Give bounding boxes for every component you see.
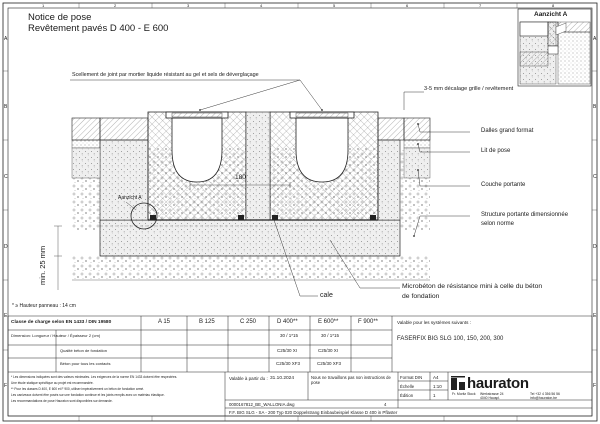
row-mark-b: B — [4, 104, 8, 110]
dim-d400: 30 / 1*15 — [280, 333, 299, 338]
row-mark-d: D — [4, 244, 8, 250]
row-mark-b-right: B — [593, 104, 597, 110]
row-mark-e-right: E — [593, 313, 597, 319]
note-1: * Les dimensions indiquées sont des valeurs minimales. Les exigences de la norme EN 1433 doivent être respectées. — [11, 375, 178, 379]
row-contact-label: Béton pour tous les contacts — [60, 361, 111, 366]
row-foundation-label: Qualité béton de fondation — [60, 348, 107, 353]
valid-from-label: Valable à partir du : — [229, 376, 268, 381]
label-sub-base-2: selon norme — [481, 221, 515, 227]
row-mark-c-right: C — [593, 174, 597, 180]
note-3: ** Pour les classes D 400, E 600 et F 900, utiliser impérativement un béton de fondation armé. — [11, 387, 145, 391]
label-view-a: Aanzicht A — [118, 195, 142, 201]
col-mark-3: 3 — [187, 3, 190, 8]
label-base: Couche portante — [481, 182, 526, 188]
col-mark-8: 8 — [552, 3, 555, 8]
row-mark-c: C — [4, 174, 8, 180]
row-mark-f: F — [4, 383, 8, 389]
col-mark-5: 5 — [333, 3, 336, 8]
note-2: Une étude statique spécifique au projet est recommandée. — [11, 381, 94, 385]
footnote: * ≥ Hauteur panneau : 14 cm — [12, 303, 76, 309]
foundation-concrete — [100, 220, 400, 256]
footer-description: F.F. BIG SLG - SA - 200 Typ 020 Doppelstrang Einbaubeispiel Klasse D 400 in Pflaster — [229, 410, 398, 415]
label-wedge: cale — [320, 292, 333, 299]
row-mark-e: E — [4, 313, 8, 319]
label-bedding: Lit de pose — [481, 148, 511, 154]
label-concrete-1: Microbéton de résistance mini à celle du béton — [402, 283, 543, 290]
brand-city: 4040 Hauspl. — [480, 396, 500, 400]
disclaimer: Nous ne travaillons pas non instructions de pose — [311, 375, 391, 385]
valid-systems: FASERFIX BIG SLG 100, 150, 200, 300 — [397, 336, 504, 342]
load-class-c250: C 250 — [240, 319, 257, 325]
row-mark-f-right: F — [593, 383, 597, 389]
label-slabs: Dalles grand format — [481, 128, 534, 134]
note-5: Les recommandations de pose Hauraton sont disponibles sur demande. — [11, 399, 113, 403]
load-class-a15: A 15 — [158, 319, 171, 325]
valid-systems-label: Valable pour les systèmes suivants : — [397, 320, 471, 325]
label-sub-base-1: Structure portante dimensionnée — [481, 212, 569, 218]
brand-name: hauraton — [467, 375, 529, 392]
detail-view-title: Aanzicht A — [534, 11, 568, 18]
row-mark-a: A — [4, 36, 8, 42]
valid-from-date: 31.10.2024 — [270, 376, 295, 381]
load-class-row-label: Classe de charge selon EN 1433 / DIN 19580 — [11, 320, 112, 325]
col-mark-1: 1 — [42, 3, 45, 8]
contact-e600: C25/30 XF3 — [317, 361, 342, 366]
hauraton-logo-icon — [451, 376, 465, 390]
load-class-d400: D 400** — [277, 319, 298, 325]
row-dimension-label: Dimension: Longueur / Hauteur / Épaisseur 2 (cm) — [11, 333, 101, 338]
load-class-b125: B 125 — [199, 319, 215, 325]
edition-value: 1 — [433, 393, 436, 398]
brand-street: Werkstrasse 24 — [480, 392, 504, 396]
title-line-2: Revêtement pavés D 400 - E 600 — [28, 23, 169, 34]
label-sealing: Scellement de joint par mortier liquide résistant au gel et sels de déverglaçage — [72, 72, 259, 78]
label-min-depth: min. 25 mm — [38, 245, 47, 285]
col-mark-4: 4 — [260, 3, 263, 8]
label-concrete-2: de fondation — [402, 293, 440, 300]
dim-e600: 30 / 1*15 — [321, 333, 340, 338]
brand-email: info@hauraton.be — [530, 396, 558, 400]
format-value: A4 — [433, 375, 439, 380]
edition-label: Édition — [400, 393, 414, 398]
label-offset: 3-5 mm décalage grille / revêtement — [424, 86, 514, 92]
sheet-number: 4 — [384, 402, 387, 407]
label-width-dim: 180 — [235, 174, 246, 181]
brand-address: Fr. Moritz Stock — [452, 392, 476, 396]
title-line-1: Notice de pose — [28, 12, 92, 23]
load-class-e600: E 600** — [318, 319, 339, 325]
format-label: Format DIN — [400, 375, 423, 380]
scale-value: 1:10 — [433, 384, 442, 389]
drawing-number: 0000167812_BE_WALLONIA.dwg — [229, 402, 295, 407]
scale-label: Échelle — [400, 384, 415, 389]
load-class-f900: F 900** — [358, 319, 379, 325]
col-mark-2: 2 — [114, 3, 117, 8]
brand-phone: Tel +32 4 356 56 56 — [530, 392, 560, 396]
col-mark-6: 6 — [406, 3, 409, 8]
row-mark-a-right: A — [593, 36, 597, 42]
contact-d400: C25/30 XF3 — [276, 361, 301, 366]
col-mark-7: 7 — [479, 3, 482, 8]
note-4: Les caniveaux doivent être posés sur une fondation continue et les joints remplis avec un matériau élastique. — [11, 393, 165, 397]
row-mark-d-right: D — [593, 244, 597, 250]
concrete-e600: C25/30 XI — [318, 348, 339, 353]
concrete-d400: C25/30 XI — [277, 348, 298, 353]
